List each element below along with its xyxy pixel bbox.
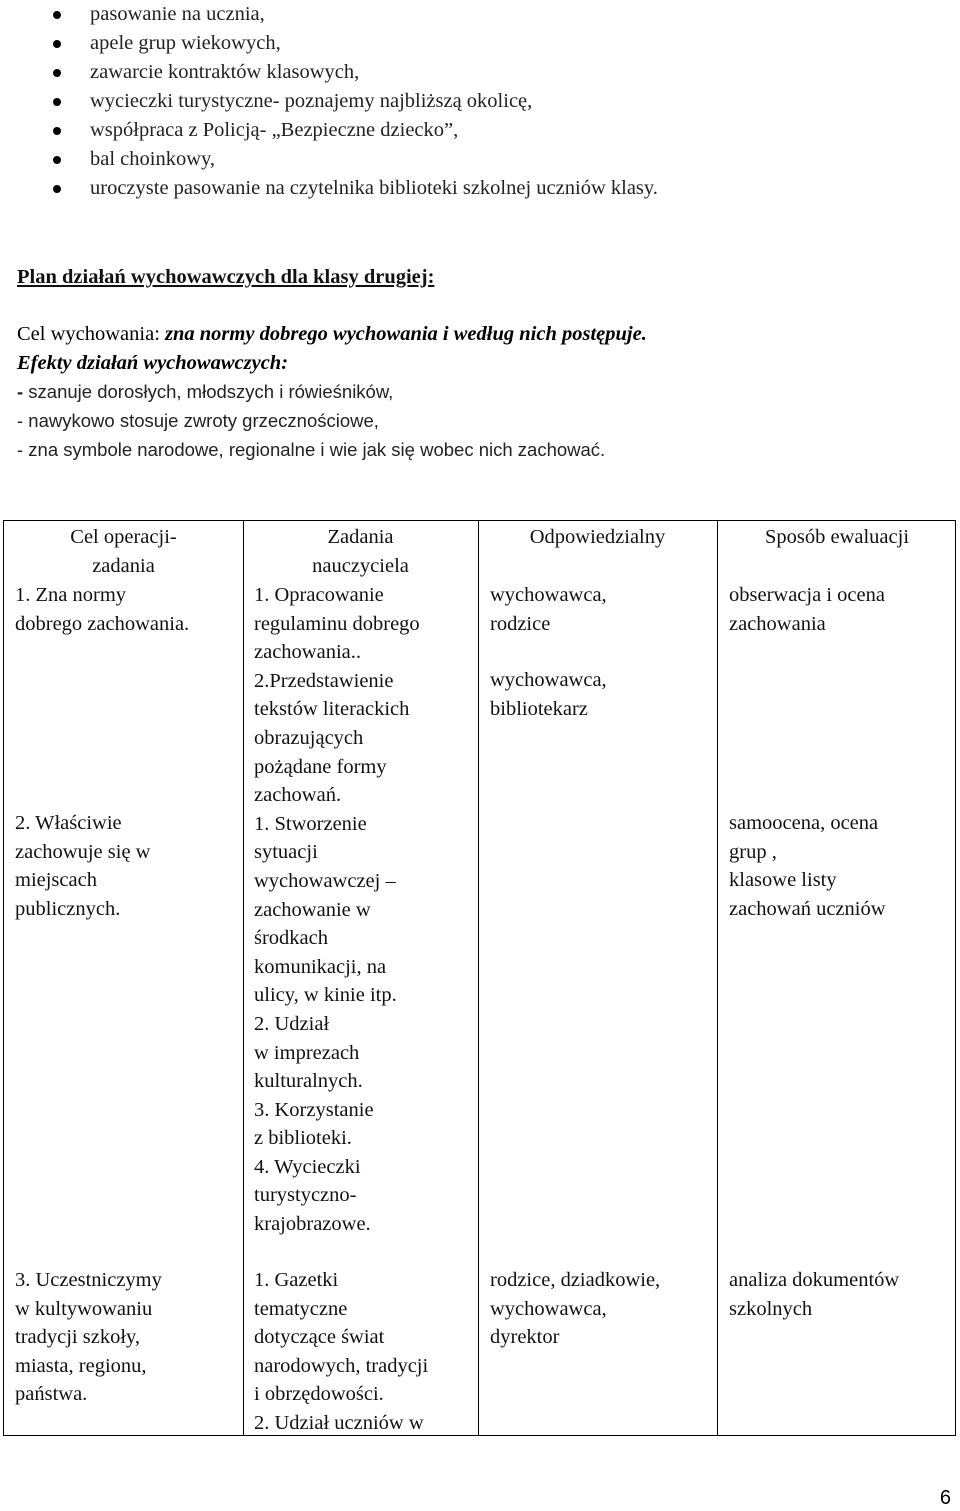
bullet-icon bbox=[53, 11, 61, 19]
list-item-text: bal choinkowy, bbox=[90, 148, 216, 170]
efekty-item bbox=[17, 410, 379, 432]
efekty-item bbox=[17, 439, 605, 461]
odpowiedzialny-3: rodzice, dziadkowie, wychowawca, dyrektor bbox=[490, 1269, 661, 1349]
list-item bbox=[90, 145, 215, 174]
plan-heading: Plan działań wychowawczych dla klasy drugiej: bbox=[17, 266, 435, 288]
list-item bbox=[90, 58, 359, 87]
page-number: 6 bbox=[939, 1487, 951, 1509]
sposob-ewaluacji-3: analiza dokumentów szkolnych bbox=[729, 1269, 900, 1320]
odpowiedzialny-2: wychowawca, bibliotekarz bbox=[490, 669, 607, 720]
sposob-ewaluacji-2: samoocena, ocena grup , klasowe listy zachowań uczniów bbox=[729, 812, 886, 920]
bullet-icon bbox=[53, 185, 61, 193]
efekty-dash: - bbox=[17, 381, 24, 402]
efekty-title: Efekty działań wychowawczych: bbox=[17, 352, 289, 374]
column-divider bbox=[243, 521, 244, 1435]
list-item bbox=[90, 29, 281, 58]
list-item bbox=[90, 0, 265, 29]
bullet-icon bbox=[53, 156, 61, 164]
efekty-item bbox=[17, 381, 393, 403]
bullet-icon bbox=[53, 69, 61, 77]
list-item-text: apele grup wiekowych, bbox=[90, 32, 281, 54]
efekty-text: - nawykowo stosuje zwroty grzecznościowe, bbox=[17, 410, 379, 431]
odpowiedzialny-1: wychowawca, rodzice bbox=[490, 584, 607, 635]
header-sposob-ewaluacji: Sposób ewaluacji bbox=[764, 526, 910, 548]
list-item bbox=[90, 174, 658, 203]
zadania-nauczyciela-1: 1. Opracowanie regulaminu dobrego zachowania.. 2.Przedstawienie tekstów literackich obrazujących pożądane formy zachowań. 1. Stworzenie sytuacji wychowawczej – zachowanie w środkach komunikacji, na ulicy, w kinie itp. 2. Udział w imprezach kulturalnych. 3. Korzystanie z biblioteki. 4. Wycieczki turystyczno- krajobrazowe. bbox=[254, 584, 420, 1236]
efekty-text: - zna symbole narodowe, regionalne i wie jak się wobec nich zachować. bbox=[17, 439, 606, 460]
list-item-text: uroczyste pasowanie na czytelnika biblioteki szkolnej uczniów klasy. bbox=[90, 177, 658, 199]
list-item-text: pasowanie na ucznia, bbox=[90, 3, 265, 25]
header-cel-operacji: Cel operacji- zadania bbox=[70, 526, 177, 577]
column-divider bbox=[478, 521, 479, 1435]
column-divider bbox=[717, 521, 718, 1435]
cel-wychowania bbox=[17, 323, 647, 346]
bullet-icon bbox=[53, 40, 61, 48]
cel-label: Cel wychowania: bbox=[17, 323, 166, 345]
efekty-text: szanuje dorosłych, młodszych i rówieśników, bbox=[23, 381, 394, 402]
header-zadania-nauczyciela: Zadania nauczyciela bbox=[312, 526, 409, 577]
zadania-nauczyciela-2: 1. Gazetki tematyczne dotyczące świat narodowych, tradycji i obrzędowości. 2. Udział uczniów w bbox=[254, 1269, 429, 1434]
cel-operacji-1: 1. Zna normy dobrego zachowania. bbox=[15, 584, 190, 635]
cel-operacji-3: 3. Uczestniczymy w kultywowaniu tradycji szkoły, miasta, regionu, państwa. bbox=[15, 1269, 162, 1406]
list-item-text: wycieczki turystyczne- poznajemy najbliższą okolicę, bbox=[90, 90, 533, 112]
bullet-icon bbox=[53, 127, 61, 135]
header-odpowiedzialny: Odpowiedzialny bbox=[529, 526, 666, 548]
list-item bbox=[90, 116, 458, 145]
cel-operacji-2: 2. Właściwie zachowuje się w miejscach publicznych. bbox=[15, 812, 151, 920]
sposob-ewaluacji-1: obserwacja i ocena zachowania bbox=[729, 584, 885, 635]
cel-value: zna normy dobrego wychowania i według nich postępuje. bbox=[165, 323, 647, 345]
bullet-icon bbox=[53, 98, 61, 106]
list-item bbox=[90, 87, 532, 116]
list-item-text: współpraca z Policją- „Bezpieczne dziecko”, bbox=[90, 119, 459, 141]
list-item-text: zawarcie kontraktów klasowych, bbox=[90, 61, 360, 83]
plan-table bbox=[3, 520, 956, 1436]
